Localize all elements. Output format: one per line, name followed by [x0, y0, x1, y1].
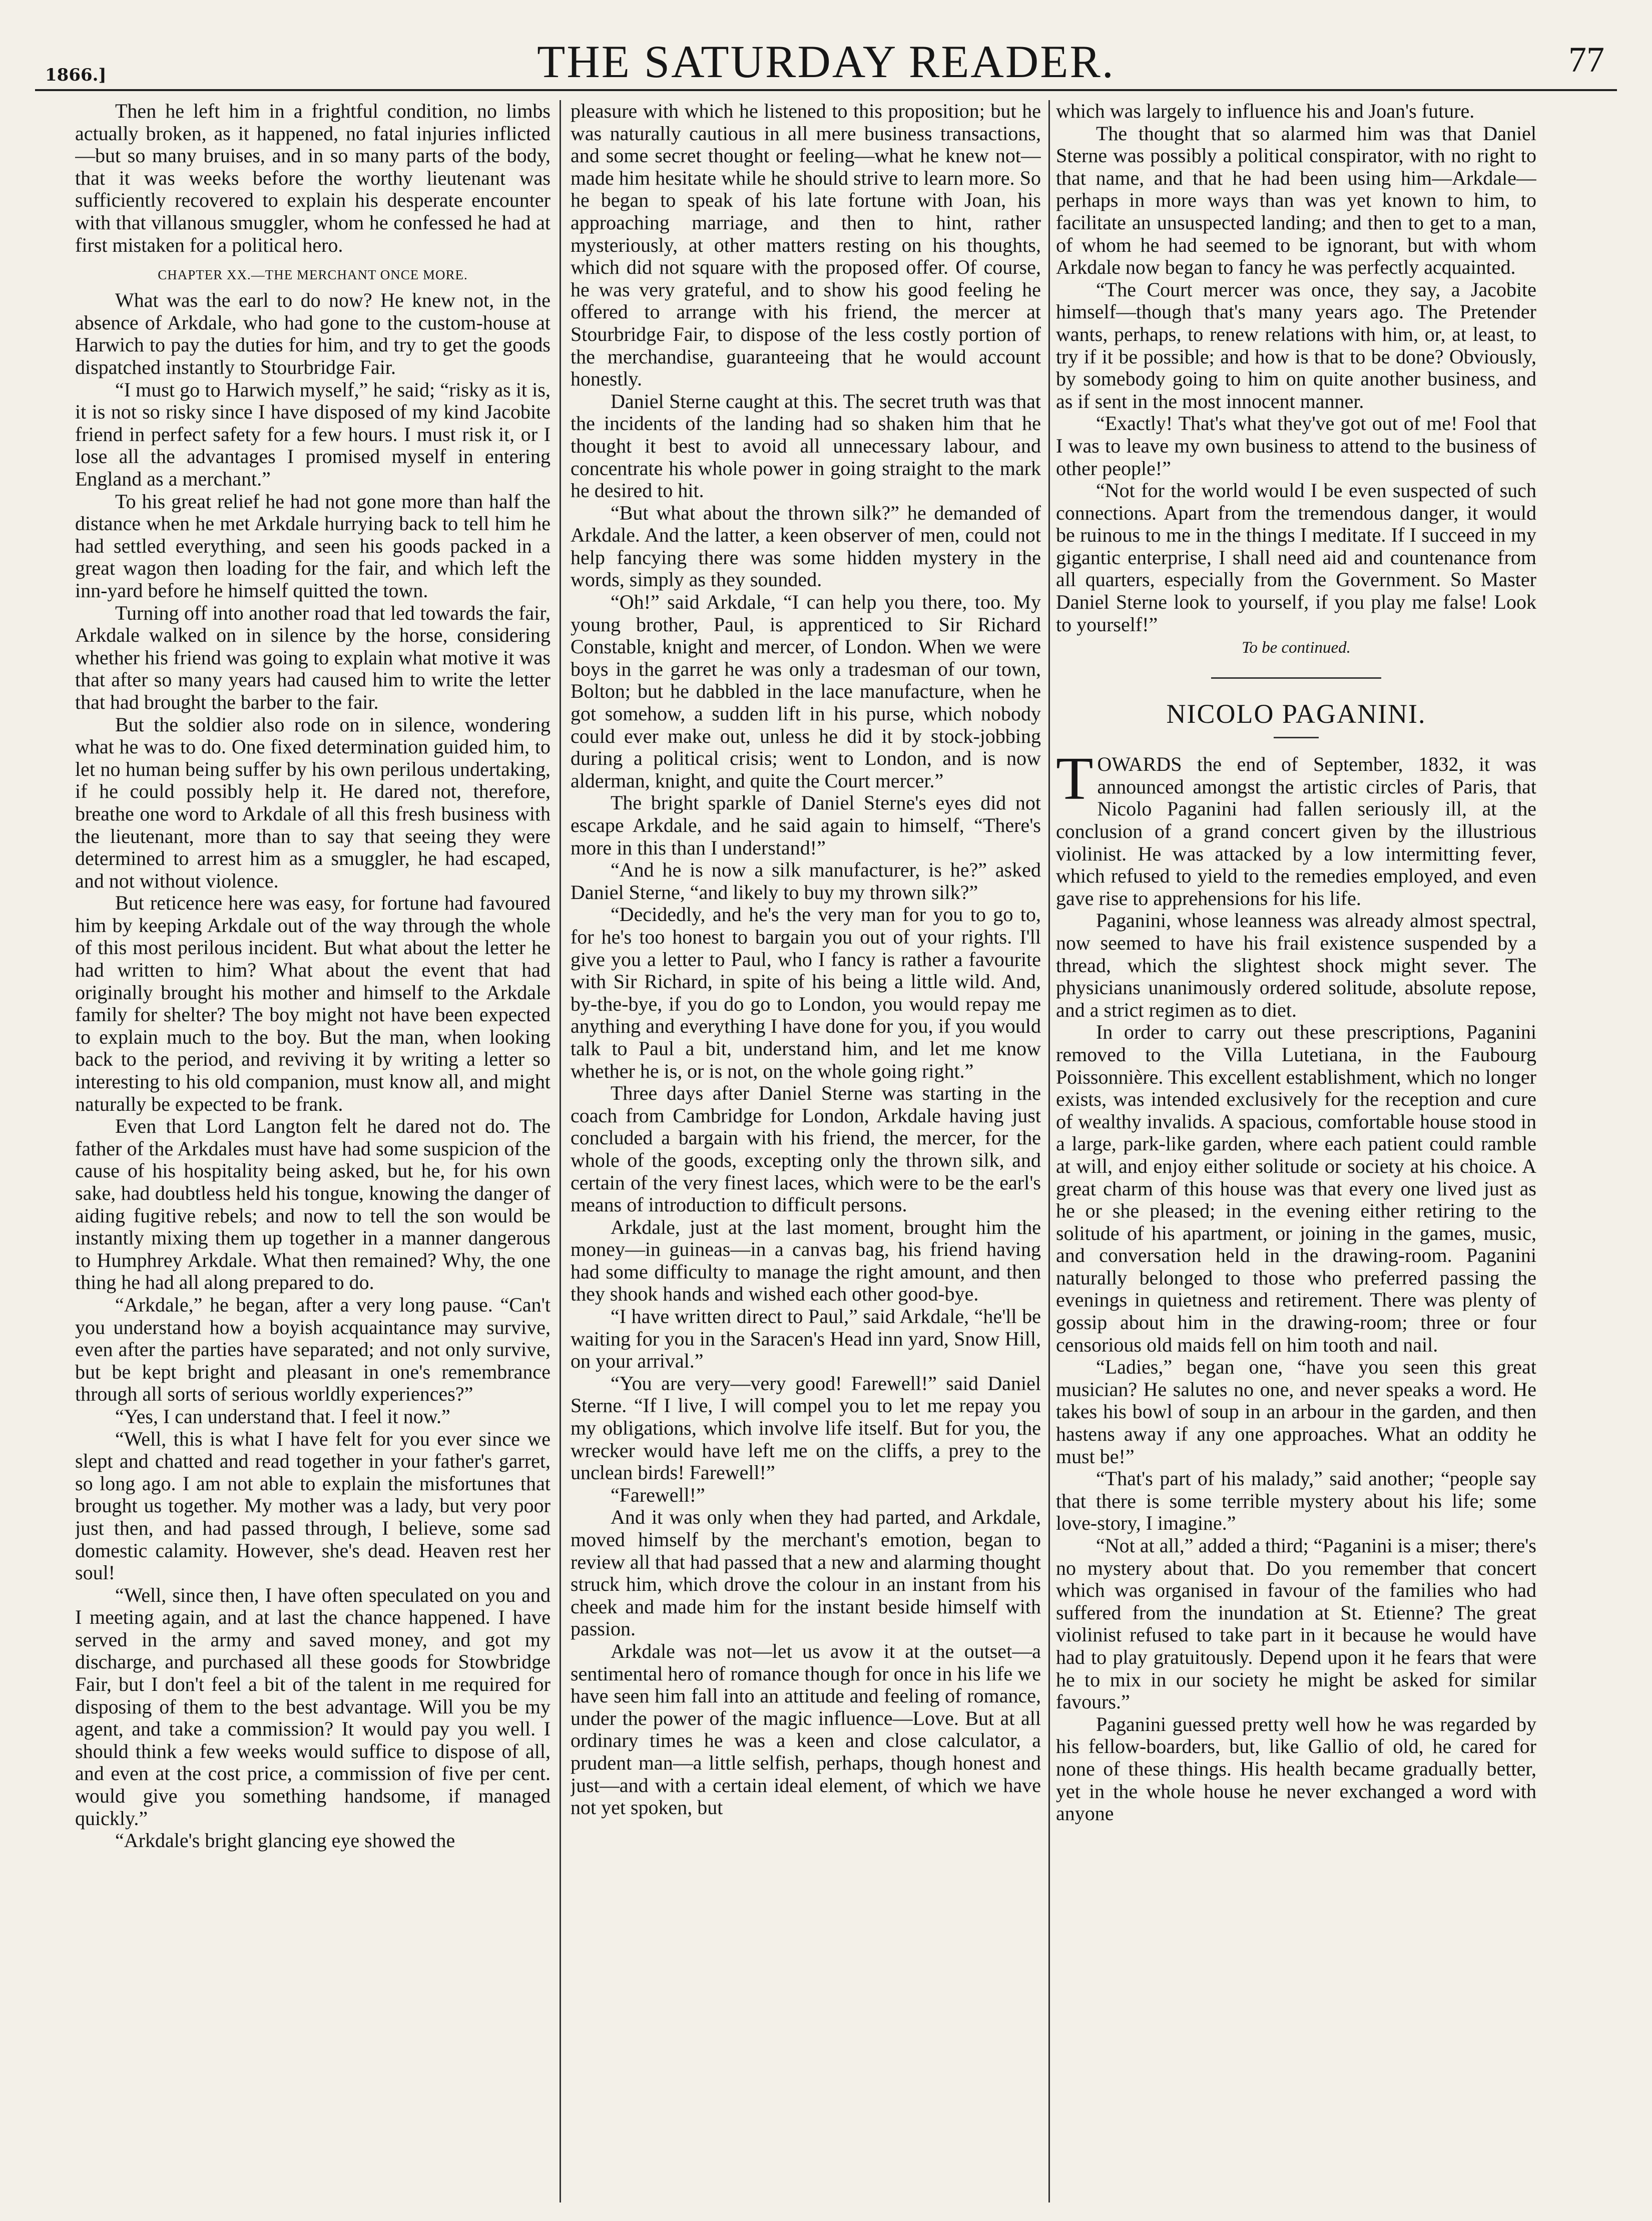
paragraph: Paganini, whose leanness was already almost spectral, now seemed to have his frail existence suspended by a thread, which the slightest shock might sever. The physicians unanimously ordered solitude, absolute repose, and a strict regimen as to diet. — [1056, 909, 1536, 1021]
paragraph: “But what about the thrown silk?” he demanded of Arkdale. And the latter, a keen observer of men, could not help fancying there was some hidden mystery in the words, simply as they sounded. — [571, 501, 1041, 591]
paragraph: “And he is now a silk manufacturer, is he?” asked Daniel Sterne, “and likely to buy my thrown silk?” — [571, 858, 1041, 904]
paragraph: Turning off into another road that led towards the fair, Arkdale walked on in silence by the horse, considering whether his friend was going to explain what motive it was that after so many years had caused him to write the letter that had brought the barber to the fair. — [75, 601, 550, 713]
paragraph: But reticence here was easy, for fortune had favoured him by keeping Arkdale out of the way through the whole of this most perilous incident. But what about the letter he had written to him? What about the event that had originally brought his mother and himself to the Arkdale family for shelter? The boy might not have been expected to explain much to the boy. But the man, when looking back to the period, and reviving it by writing a letter so interesting to his old companion, must know all, and might naturally be expected to be frank. — [75, 892, 550, 1115]
column-divider — [1048, 100, 1050, 2202]
paragraph: “Arkdale's bright glancing eye showed the — [115, 1829, 455, 1852]
issue-year: 1866.] — [45, 65, 107, 85]
paragraph: “That's part of his malady,” said another; “people say that there is some terrible mystery about his life; some love-story, I imagine.” — [1056, 1467, 1536, 1535]
paragraph: “Exactly! That's what they've got out of me! Fool that I was to leave my own business to attend to the business of other people!” — [1056, 412, 1536, 480]
paragraph: which was largely to influence his and Joan's future. — [1056, 100, 1475, 122]
paragraph: Three days after Daniel Sterne was starting in the coach from Cambridge for London, Arkdale having just concluded a bargain with his friend, the mercer, for the whole of the goods, excepting only the thrown silk, and certain of the very finest laces, which were to be the earl's means of introduction to difficult persons. — [571, 1082, 1041, 1216]
paragraph: “Not at all,” added a third; “Paganini is a miser; there's no mystery about that. Do you remember that concert which was organised in favour of the families who had suffered from the inundation at St. Etienne? The great violinist refused to take part in it because he would have had to play gratuitously. Depend upon it he fears that were he to mix in our society he might be asked for similar favours.” — [1056, 1534, 1536, 1713]
paragraph: To his great relief he had not gone more than half the distance when he met Arkdale hurrying back to tell him he had settled everything, and seen his goods packed in a great wagon then loading for the fair, and which left the inn-yard before he himself quitted the town. — [75, 490, 550, 602]
paragraph: The thought that so alarmed him was that Daniel Sterne was possibly a political conspirator, with no right to that name, and that he had been using him—Arkdale—perhaps in more ways than was yet known to him, to facilitate an unsuspected landing; and then to get to a man, of whom he had seemed to be ignorant, but with whom Arkdale now began to fancy he was perfectly acquainted. — [1056, 122, 1536, 279]
paragraph: “Farewell!” — [611, 1483, 705, 1506]
title-rule — [1274, 737, 1319, 738]
paragraph: “Ladies,” began one, “have you seen this great musician? He salutes no one, and never speaks a word. He takes his bowl of soup in an arbour in the garden, and then hastens away if any one approaches. What an oddity he must be!” — [1056, 1356, 1536, 1468]
paragraph: “Oh!” said Arkdale, “I can help you there, too. My young brother, Paul, is apprenticed to Sir Richard Constable, knight and mercer, of London. When we were boys in the garret he was only a tradesman of our town, Bolton; but he dabbled in the lace manufacture, when he got somehow, a sudden lift in his purse, which nobody could ever make out, unless he did it by stock-jobbing during a political crisis; went to London, and is now alderman, knight, and quite the Court mercer.” — [571, 591, 1041, 792]
header-rule — [35, 89, 1617, 91]
paragraph: “I must go to Harwich myself,” he said; “risky as it is, it is not so risky since I have disposed of my kind Jacobite friend in perfect safety for a few hours. I must risk it, or I lose all the advantages I promised myself in entering England as a merchant.” — [75, 378, 550, 490]
paragraph: “Well, since then, I have often speculated on you and I meeting again, and at last the chance happened. I have served in the army and saved money, and got my discharge, and purchased all these goods for Stowbridge Fair, but I don't feel a bit of the talent in me required for disposing of them to the best advantage. Will you be my agent, and take a commission? It would pay you well. I should think a few weeks would suffice to dispose of all, and even at the cost price, a commission of five per cent. would give you something handsome, if managed quickly.” — [75, 1583, 550, 1830]
paragraph: In order to carry out these prescriptions, Paganini removed to the Villa Lutetiana, in the Faubourg Poissonnière. This excellent establishment, which no longer exists, was intended exclusively for the reception and cure of wealthy invalids. A spacious, comfortable house stood in a large, park-like garden, where each patient could ramble at will, and enjoy either solitude or society at his choice. A great charm of this house was that every one lived just as he or she pleased; in the evening either retiring to the solitude of his apartment, or joining in the games, music, and conversation held in the drawing-room. Paganini naturally belonged to those who preferred passing the evenings in quietness and retirement. There was plenty of gossip about him in the drawing-room; three or four censorious old maids fell on him tooth and nail. — [1056, 1021, 1536, 1356]
paragraph: Arkdale was not—let us avow it at the outset—a sentimental hero of romance though for once in his life we have seen him fall into an attitude and feeling of romance, under the power of the magic influence—Love. But at all ordinary times he was a keen and close calculator, a prudent man—a little selfish, perhaps, though honest and just—and with a certain ideal element, of which we have not yet spoken, but — [571, 1639, 1041, 1819]
article-lead-paragraph: TOWARDS the end of September, 1832, it was announced amongst the artistic circles of Paris, that Nicolo Paganini had fallen seriously ill, at the conclusion of a grand concert given by the illustrious violinist. He was attacked by a low intermitting fever, which refused to yield to the remedies employed, and even gave rise to apprehensions for his life. — [1056, 745, 1536, 910]
running-header — [35, 35, 1617, 90]
section-divider — [1211, 677, 1381, 679]
paragraph: “Decidedly, and he's the very man for you to go to, for he's too honest to bargain you out of your rights. I'll give you a letter to Paul, who I fancy is rather a favourite with Sir Richard, in spite of his being a little wild. And, by-the-bye, if you do go to London, you would repay me anything and everything I have done for you, if you would talk to Paul a bit, understand him, and let me know whether he is, or is not, on the whole going right.” — [571, 903, 1041, 1082]
paragraph: “I have written direct to Paul,” said Arkdale, “he'll be waiting for you in the Saracen's Head inn yard, Snow Hill, on your arrival.” — [571, 1305, 1041, 1373]
publication-title: THE SATURDAY READER. — [537, 36, 1115, 87]
paragraph: “Arkdale,” he began, after a very long pause. “Can't you understand how a boyish acquaintance may survive, even after the parties have separated; and not only survive, but be kept bright and pleasant in one's remembrance through all sorts of serious worldly experiences?” — [75, 1293, 550, 1406]
paragraph: pleasure with which he listened to this proposition; but he was naturally cautious in all mere business transactions, and some secret thought or feeling—what he knew not—made him hesitate while he should strive to learn more. So he began to speak of his late fortune with Joan, his approaching marriage, and then to hint, rather mysteriously, at other matters resting on his thoughts, which did not square with the proposed offer. Of course, he was very grateful, and to show his good feeling he offered to arrange with his friend, the mercer at Stourbridge Fair, to dispose of the less costly portion of the merchandise, guaranteeing that he would account honestly. — [571, 100, 1041, 390]
article-title: NICOLO PAGANINI. — [1166, 699, 1426, 729]
paragraph: And it was only when they had parted, and Arkdale, moved himself by the merchant's emotion, began to review all that had passed that a new and alarming thought struck him, which drove the colour in an instant from his cheek and made him for the instant beside himself with passion. — [571, 1506, 1041, 1640]
to-be-continued: To be continued. — [1242, 639, 1351, 657]
paragraph: Then he left him in a frightful condition, no limbs actually broken, as it happened, no fatal injuries inflicted—but so many bruises, and in so many parts of the body, that it was weeks before the worthy lieutenant was sufficiently recovered to explain his desperate encounter with that villanous smuggler, whom he confessed he had at first mistaken for a political hero. — [75, 100, 550, 256]
column-3 — [1056, 100, 1536, 2202]
chapter-heading: CHAPTER XX.—THE MERCHANT ONCE MORE. — [158, 267, 468, 283]
paragraph: The bright sparkle of Daniel Sterne's eyes did not escape Arkdale, and he said again to himself, “There's more in this than I understand!” — [571, 791, 1041, 859]
paragraph: Arkdale, just at the last moment, brought him the money—in guineas—in a canvas bag, his friend having had some difficulty to manage the right amount, and then they shook hands and wished each other good-bye. — [571, 1215, 1041, 1305]
page-number: 77 — [1568, 40, 1604, 80]
paragraph: Even that Lord Langton felt he dared not do. The father of the Arkdales must have had some suspicion of the cause of his hospitality being asked, but he, for his own sake, had doubtless held his tongue, knowing the danger of aiding fugitive rebels; and now to tell the son would be instantly mixing them up together in a manner dangerous to Humphrey Arkdale. What then remained? Why, the one thing he had all along prepared to do. — [75, 1115, 550, 1294]
paragraph: “Well, this is what I have felt for you ever since we slept and chatted and read together in your father's garret, so long ago. I am not able to explain the misfortunes that brought us together. My mother was a lady, but very poor just then, and had passed through, I believe, some sad domestic calamity. However, she's dead. Heaven rest her soul! — [75, 1427, 550, 1584]
paragraph: “You are very—very good! Farewell!” said Daniel Sterne. “If I live, I will compel you to let me repay you my obligations, which involve life itself. But for you, the wrecker would have left me on the cliffs, a prey to the unclean birds! Farewell!” — [571, 1372, 1041, 1484]
paragraph: “Yes, I can understand that. I feel it now.” — [115, 1405, 450, 1428]
paragraph: “The Court mercer was once, they say, a Jacobite himself—though that's many years ago. The Pretender wants, perhaps, to renew relations with him, or, at least, to try if it be possible; and how is that to be done? Obviously, by somebody going to him on quite another business, and as if sent in the most innocent manner. — [1056, 278, 1536, 412]
paragraph: What was the earl to do now? He knew not, in the absence of Arkdale, who had gone to the custom-house at Harwich to pay the duties for him, and try to get the goods dispatched instantly to Stourbridge Fair. — [75, 289, 550, 379]
paragraph: Paganini guessed pretty well how he was regarded by his fellow-boarders, but, like Gallio of old, he cared for none of these things. His health became gradually better, yet in the whole house he never exchanged a word with anyone — [1056, 1712, 1536, 1825]
paragraph: “Not for the world would I be even suspected of such connections. Apart from the tremendous danger, it would be ruinous to me in the things I meditate. If I succeed in my gigantic enterprise, I shall need aid and countenance from all quarters, especially from the Government. So Master Daniel Sterne look to yourself, if you play me false! Look to yourself!” — [1056, 479, 1536, 636]
column-2 — [571, 100, 1041, 2202]
paragraph: But the soldier also rode on in silence, wondering what he was to do. One fixed determination guided him, to let no human being suffer by his own perilous undertaking, if he could possibly help it. He dared not, therefore, breathe one word to Arkdale of all this fresh business with the lieutenant, more than to say that seeing they were determined to arrest him as a smuggler, he had escaped, and not without violence. — [75, 713, 550, 892]
column-divider — [560, 100, 561, 2202]
column-1 — [75, 100, 550, 2202]
paragraph: Daniel Sterne caught at this. The secret truth was that the incidents of the landing had so shaken him that he thought it best to avoid all unnecessary labour, and concentrate his whole power in going straight to the mark he desired to hit. — [571, 389, 1041, 502]
